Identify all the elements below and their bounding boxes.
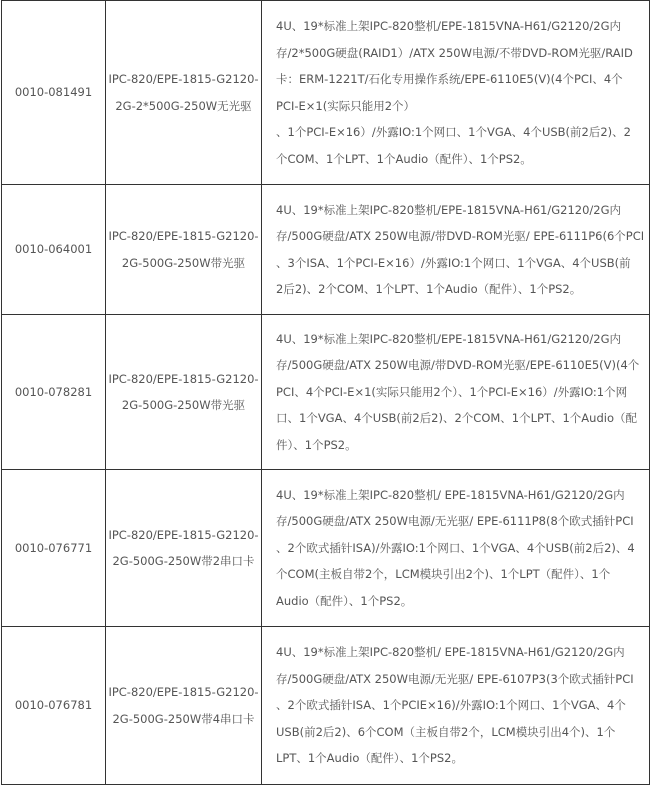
description-line: 存/2*500G硬盘(RAID1）/ATX 250W电源/不带DVD-ROM光驱/RAID [276,45,633,60]
product-description-cell [262,185,650,315]
table-row [2,185,650,315]
model-line: 2G-2*500G-250W无光驱 [115,98,252,113]
product-model-cell [106,315,262,470]
product-description-cell [262,627,650,785]
model-line: IPC-820/EPE-1815-G2120- [108,685,259,699]
description-line: 存/500G硬盘/ATX 250W电源/无光驱/ EPE-6107P3(3个欧式插针PCI [276,671,634,686]
product-model-cell [106,1,262,185]
description-line: 卡：ERM-1221T/石化专用操作系统/EPE-6110E5(V)(4个PCI、4个 [276,72,623,86]
product-code-cell: 0010-076781 [2,627,106,785]
description-line: 、3个ISA、1个PCI-E×16）/外露IO:1个网口、1个VGA、4个USB(前 [276,255,631,270]
product-code-cell: 0010-076771 [2,470,106,627]
table-row [2,470,650,627]
description-line: Audio（配件）、1个PS2。 [276,593,413,608]
description-line: 2后2)、2个COM、1个LPT、1个Audio（配件）、1个PS2。 [276,282,582,296]
description-line: 存/500G硬盘/ATX 250W电源/带DVD-ROM光驱/EPE-6110E5(V)(4个 [276,358,640,373]
table-row [2,627,650,785]
product-description-cell [262,470,650,627]
description-line: 4U、19*标准上架IPC-820整机/EPE-1815VNA-H61/G2120/2G内 [276,202,621,217]
product-code-cell: 0010-064001 [2,185,106,315]
description-line: 、1个PCI-E×16）/外露IO:1个网口、1个VGA、4个USB(前2后2)、2 [276,125,631,139]
product-code-cell: 0010-081491 [2,1,106,185]
description-line: LPT、1个Audio（配件）、1个PS2。 [276,751,463,766]
model-line: 2G-500G-250W带4串口卡 [112,711,255,726]
model-line: 2G-500G-250W带光驱 [121,255,246,270]
description-line: 存/500G硬盘/ATX 250W电源/带DVD-ROM光驱/ EPE-6111P6(6个PCI [276,229,645,243]
description-line: PCI-E×1(实际只能用2个） [276,98,416,113]
product-table [1,0,650,785]
description-line: USB(前2后2)、6个COM（主板自带2个，LCM模块引出4个)、1个 [276,724,616,739]
product-description-cell [262,1,650,185]
product-model-cell [106,470,262,627]
model-line: IPC-820/EPE-1815-G2120- [108,72,259,86]
product-code-cell: 0010-078281 [2,315,106,470]
description-line: 个COM、1个LPT、1个Audio（配件）、1个PS2。 [276,151,532,166]
description-line: 存/500G硬盘/ATX 250W电源/无光驱/ EPE-6111P8(8个欧式插针PCI [276,514,634,529]
description-line: 、2个欧式插针ISA)/外露IO:1个网口、1个VGA、4个USB(前2后2)、4 [276,540,635,555]
model-line: 2G-500G-250W带2串口卡 [112,554,255,568]
description-line: 4U、19*标准上架IPC-820整机/EPE-1815VNA-H61/G2120/2G内 [276,331,621,346]
model-line: IPC-820/EPE-1815-G2120- [108,371,259,386]
table-row [2,315,650,470]
model-line: IPC-820/EPE-1815-G2120- [108,229,259,243]
description-line: 件）、1个PS2。 [276,437,357,452]
model-line: 2G-500G-250W带光驱 [121,398,246,412]
description-line: 口、1个VGA、4个USB(前2后2)、2个COM、1个LPT、1个Audio（配 [276,411,637,426]
description-line: 4U、19*标准上架IPC-820整机/ EPE-1815VNA-H61/G2120/2G内 [276,645,625,660]
description-line: 4U、19*标准上架IPC-820整机/ EPE-1815VNA-H61/G2120/2G内 [276,487,625,502]
product-model-cell [106,627,262,785]
model-line: IPC-820/EPE-1815-G2120- [108,527,259,542]
table-row [2,1,650,185]
table-body [2,1,650,785]
description-line: 个COM(主板自带2个，LCM模块引出2个)、1个LPT（配件）、1个 [276,567,611,582]
description-line: 、2个欧式插针ISA、1个PCIE×16)/外露IO:1个网口、1个VGA、4个 [276,698,626,713]
description-line: 4U、19*标准上架IPC-820整机/EPE-1815VNA-H61/G2120/2G内 [276,19,621,33]
description-line: PCI、4个PCI-E×1(实际只能用2个）、1个PCI-E×16）/外露IO:1个网 [276,384,628,399]
product-description-cell [262,315,650,470]
product-model-cell [106,185,262,315]
